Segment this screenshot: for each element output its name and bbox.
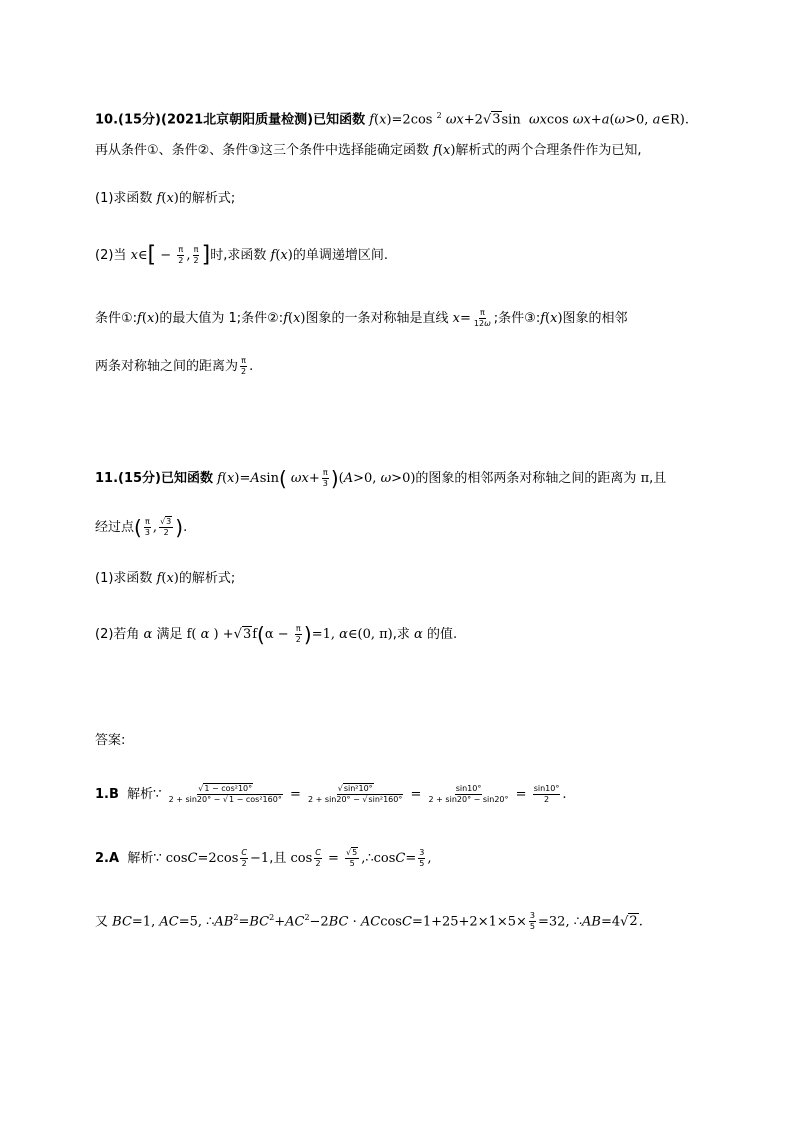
q11-line2: 经过点( $\frac{\pi}{3}$ , $\frac{√3}{2}$ ). [95,515,188,540]
answer-2-cont: 又 BC=1, AC=5, $\therefore AB^2=BC^2+AC^2-2BC \cdot ACcosC=1+25+2\times 1\times 5\times$ $\frac{3}{5}$ =32, ∴AB=4√2. [95,911,643,932]
q11-part1: (1)求函数 f(x)的解析式; [95,571,236,586]
q10-lead: 再从条件①、条件②、条件③这三个条件中选择能确定函数 f(x)解析式的两个合理条件作为已知, [95,143,642,158]
q10-part2: (2)当 x∈[ − $\frac{\pi}{2}$ , $\frac{\pi}{2}$ ]时,求函数 f(x)的单调递增区间. [95,242,388,268]
answer-2: 2.A 解析∵ cosC=2cos $\frac{C}{2}$ −1,且 cos $\frac{C}{2}$ = $\frac{√5}{5}$ ,∴cosC= $\frac{3}{5}$ , [95,848,432,868]
q10-statement: 10.(15分)(2021北京朝阳质量检测)已知函数 f(x)=2cos $^2$ ωx+2√3sin ωxcos ωx+a(ω>0, a∈R). [95,111,689,128]
answer-1: 1.B 解析∵ $\frac{\text{√1 − cos²10°}}{\text{2 + sin20° − √1 − cos²160°}}$ = $\frac{\text{√sin²10°}}{\text{2 + sin20° − √sin²160°}}$ = $\frac{\sin 10^\circ}{2 + \sin 20^\circ - \sin 20^\circ}$ = $\frac{\sin 10^\circ}{2}$ . [95,784,567,804]
q10-formula: f [369,112,375,128]
answers-title: 答案: [95,733,126,748]
q10-part1: (1)求函数 f(x)的解析式; [95,191,236,206]
q10-head: 10.(15分)(2021北京朝阳质量检测)已知函数 [95,112,366,128]
q11-head: 11.(15分)已知函数 [95,471,214,486]
q11-part2: (2)若角 α 满足 f( α ) +√3f(α − $\frac{\pi}{2}$ )=1, α∈(0, π),求 α 的值. [95,622,458,647]
q11-statement: 11.(15分)已知函数 f(x)=Asin( ωx+ $\frac{\pi}{3}$ )(A>0, ω>0)的图象的相邻两条对称轴之间的距离为 π,且 [95,466,667,491]
q10-conditions-2: 两条对称轴之间的距离为 $\frac{\pi}{2}$ . [95,356,254,376]
q10-conditions: 条件①:f(x)的最大值为 1;条件②:f(x)图象的一条对称轴是直线 x= $\frac{\pi}{12\omega}$ ;条件③:f(x)图象的相邻 [95,308,628,328]
